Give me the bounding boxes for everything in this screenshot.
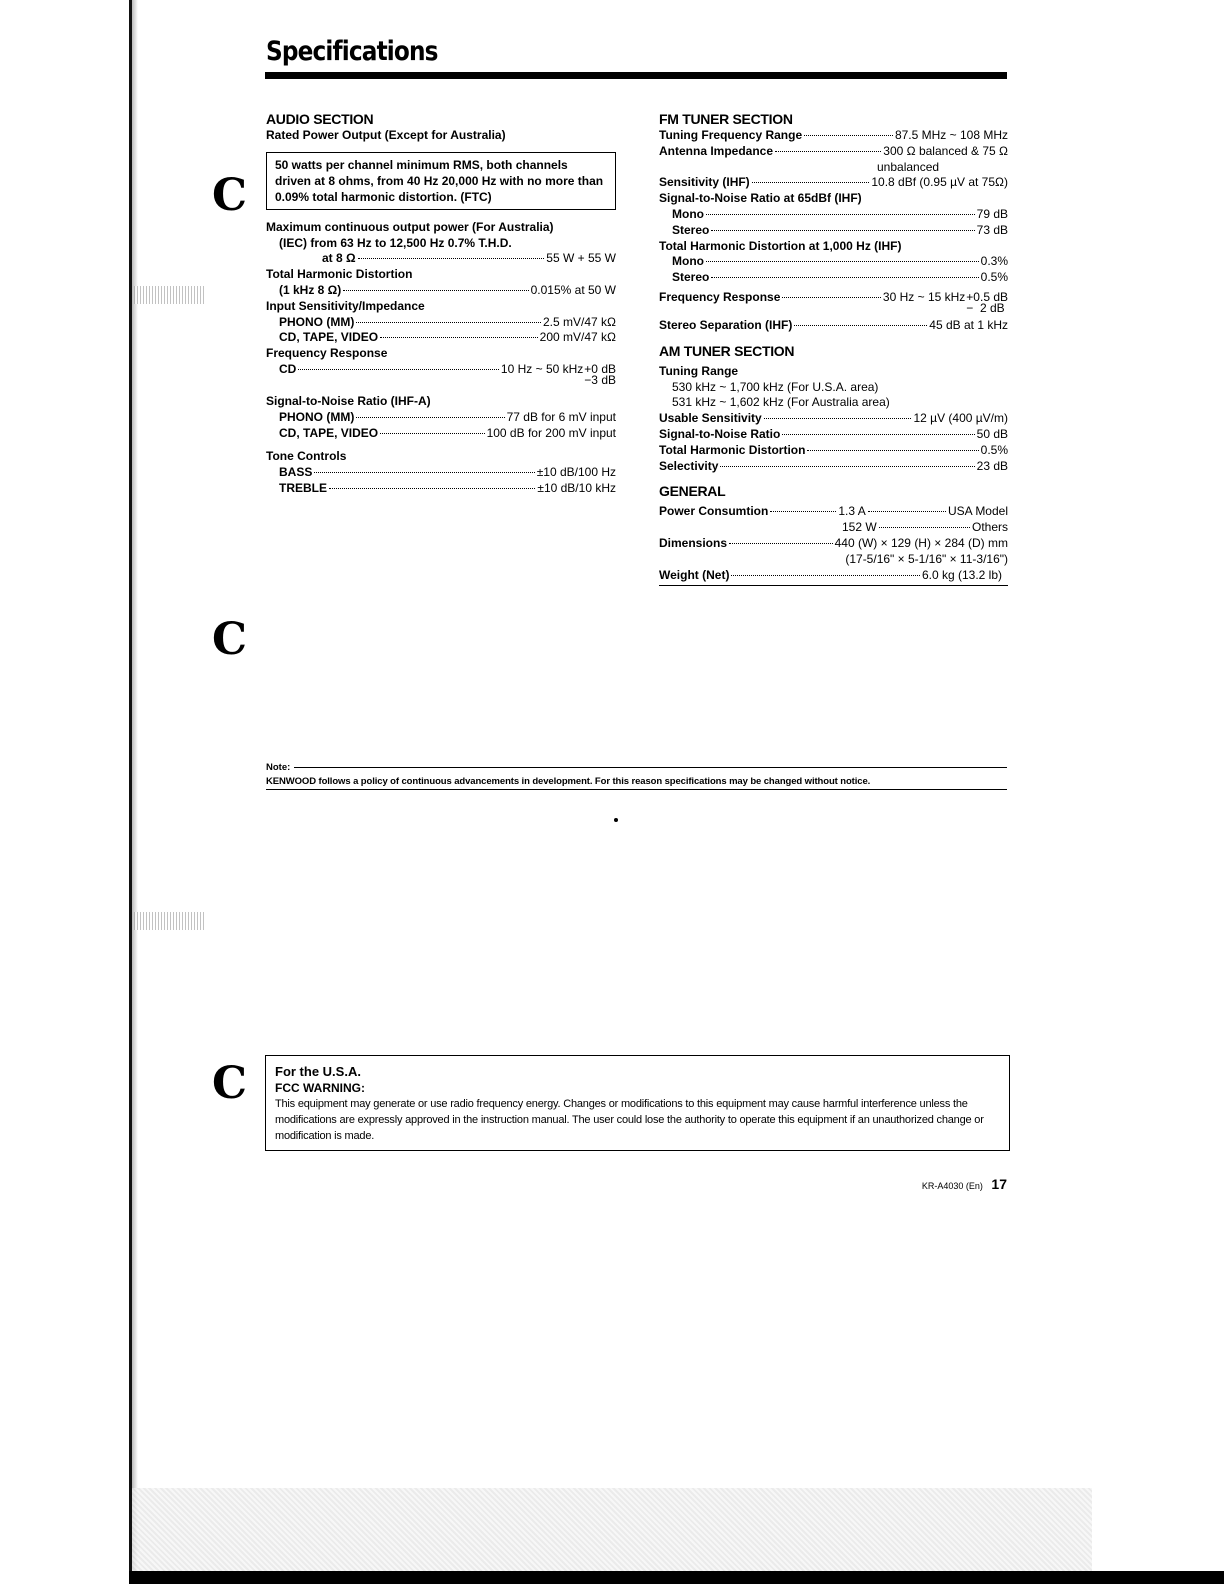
spec-label: CD, TAPE, VIDEO [279,330,379,345]
spec-row-snr-phono [266,410,616,426]
spec-label: Weight (Net) [659,567,730,582]
spec-row-fm-sens [659,175,1008,191]
leader-dots [764,418,912,419]
spec-row-phono [266,315,616,331]
spec-value: 87.5 MHz ~ 108 MHz [894,128,1008,142]
page-title: Specifications [266,36,438,67]
leader-dots [807,450,978,451]
scan-speck [134,912,204,930]
spec-label: Tuning Frequency Range [659,128,803,142]
fm-snr-label: Signal-to-Noise Ratio at 65dBf (IHF) [659,191,862,206]
tolerance-minus: −3 dB [584,372,616,387]
spec-value: 10.8 dBf (0.95 µV at 75Ω) [871,175,1008,190]
scan-dot [614,818,618,822]
spec-label: Dimensions [659,535,728,550]
scan-noise [132,1488,1092,1571]
spec-row-fm-tuning [659,128,1008,144]
snr-label: Signal-to-Noise Ratio (IHF-A) [266,393,431,408]
spec-label: Stereo Separation (IHF) [659,317,793,332]
leader-dots [329,488,535,489]
spec-row-treble [266,481,616,497]
am-tuning-aus: 531 kHz ~ 1,602 kHz (For Australia area) [672,395,890,410]
spec-value: 45 dB at 1 kHz [929,317,1008,332]
spec-row-am-snr [659,427,1008,443]
am-tuning-label: Tuning Range [659,363,739,378]
spec-value: 73 dB [976,222,1008,237]
leader-dots [706,214,975,215]
spec-row-freq-cd [266,362,616,386]
tuner-section [659,110,1008,586]
spec-row-fm-snr-stereo [659,223,1008,239]
spec-row-at8 [266,251,616,267]
input-sensitivity-label: Input Sensitivity/Impedance [266,298,425,313]
leader-dots [731,575,920,576]
leader-dots [343,290,528,291]
leader-dots [720,466,974,467]
spec-label: TREBLE [279,480,327,495]
leader-dots [804,135,893,136]
freq-response-label: Frequency Response [266,346,388,361]
spec-label: Selectivity [659,458,719,473]
fm-heading: FM TUNER SECTION [659,111,793,127]
spec-label: Stereo [672,270,710,285]
fcc-region: For the U.S.A. [275,1064,361,1079]
spec-label: Power Consumtion [659,504,769,519]
note-rule [294,767,1007,768]
tolerance-minus: − 2 dB [966,300,1005,315]
page-number: 17 [991,1176,1007,1192]
spec-row-dimensions [659,536,1008,552]
spec-row-fm-sep [659,318,1008,334]
spec-row-am-sel [659,459,1008,475]
fm-thd-label: Total Harmonic Distortion at 1,000 Hz (IHF) [659,238,902,253]
spec-value: 440 (W) × 129 (H) × 284 (D) mm [834,535,1008,550]
spec-row-am-thd [659,443,1008,459]
spec-label: Frequency Response [659,289,781,304]
punch-hole-mark: C [212,614,248,665]
title-rule [265,72,1007,79]
spec-value: 30 Hz ~ 15 kHz [882,289,966,304]
dimensions-inch: (17-5/16" × 5-1/16" × 11-3/16") [845,551,1008,566]
leader-dots [706,261,979,262]
spec-value: 10 Hz ~ 50 kHz [500,361,584,376]
leader-dots [770,511,836,512]
spec-value: 100 dB for 200 mV input [486,425,616,440]
spec-row-fm-snr-mono [659,207,1008,223]
spec-value: 200 mV/47 kΩ [539,330,616,345]
leader-dots [356,417,504,418]
spec-label: Mono [672,254,704,269]
spec-value: 55 W + 55 W [546,251,616,266]
spec-value: 77 dB for 6 mV input [506,409,616,424]
antenna-unbalanced: unbalanced [877,159,940,174]
scan-speck [134,286,204,304]
tolerance [966,289,1008,315]
am-heading: AM TUNER SECTION [659,342,795,359]
fcc-warning-box [265,1055,1010,1151]
spec-value: ±10 dB/10 kHz [537,480,616,495]
spec-label: CD [279,361,297,376]
punch-hole-mark: C [212,1058,248,1109]
leader-dots [752,182,870,183]
spec-value-model: USA Model [947,504,1008,519]
fcc-heading: FCC WARNING: [275,1081,365,1095]
spec-row-cd [266,330,616,346]
spec-row-thd [266,283,616,299]
spec-row-am-usable [659,411,1008,427]
leader-dots [314,472,534,473]
leader-dots [782,434,974,435]
leader-dots [380,337,538,338]
spec-row-weight [659,568,1008,584]
model-code: KR-A4030 (En) [921,1181,983,1191]
spec-row-fm-thd-mono [659,254,1008,270]
page-footer [922,1176,1007,1192]
leader-dots [711,230,974,231]
rated-power-label: Rated Power Output (Except for Australia) [266,128,506,142]
spec-label: Usable Sensitivity [659,411,762,426]
spec-label: Total Harmonic Distortion [659,442,806,457]
audio-section [266,110,616,497]
spec-value: 0.3% [980,254,1008,269]
spec-label: Antenna Impedance [659,143,774,158]
spec-value: 23 dB [976,458,1008,473]
note-header [266,762,1007,773]
ftc-rating-box: 50 watts per channel minimum RMS, both channels driven at 8 ohms, from 40 Hz 20,000 Hz with no more than 0.09% total harmonic distortion. (FTC) [266,152,616,210]
spec-value: 1.3 A [838,504,866,519]
spec-label: Stereo [672,222,710,237]
spec-value: 0.015% at 50 W [530,282,616,297]
scan-bottom-edge [129,1571,1224,1584]
leader-dots [868,511,946,512]
leader-dots [879,527,970,528]
leader-dots [729,543,833,544]
leader-dots [356,322,541,323]
leader-dots [775,151,881,152]
leader-dots [298,369,499,370]
tolerance-plus: +0.5 dB [966,289,1008,304]
spec-row-snr-cd [266,426,616,442]
tone-controls-label: Tone Controls [266,449,347,464]
note-block [266,762,1007,790]
tolerance-plus: +0 dB [584,361,616,376]
leader-dots [711,277,978,278]
spec-row-power [659,504,1008,520]
spec-value: 12 µV (400 µV/m) [913,411,1008,426]
spec-row-bass [266,465,616,481]
leader-dots [380,433,484,434]
spec-label: (1 kHz 8 Ω) [279,282,342,297]
max-power-label: Maximum continuous output power (For Australia) [266,219,554,234]
spec-value: 2.5 mV/47 kΩ [542,314,616,329]
am-tuning-usa: 530 kHz ~ 1,700 kHz (For U.S.A. area) [672,379,879,394]
spec-label: CD, TAPE, VIDEO [279,425,379,440]
spec-value: 0.5% [980,442,1008,457]
spec-value-model: Others [971,520,1008,535]
leader-dots [794,325,927,326]
binding-shadow [132,0,138,1584]
spec-label: Mono [672,206,704,221]
spec-value: 79 dB [976,206,1008,221]
spec-label: Signal-to-Noise Ratio [659,426,781,441]
spec-row-fm-thd-stereo [659,270,1008,286]
leader-dots [358,258,545,259]
spec-value: 152 W [842,520,877,535]
punch-hole-mark: C [212,170,248,221]
thd-label: Total Harmonic Distortion [266,267,413,282]
spec-label: Sensitivity (IHF) [659,175,750,190]
general-heading: GENERAL [659,483,726,500]
note-label: Note: [266,762,291,773]
spec-label: PHONO (MM) [279,314,355,329]
spec-value: 300 Ω balanced & 75 Ω [883,143,1008,158]
spec-label: BASS [279,465,313,480]
section-end-rule [659,585,1008,586]
spec-value: ±10 dB/100 Hz [536,465,616,480]
spec-label: at 8 Ω [322,251,356,266]
spec-label: PHONO (MM) [279,409,355,424]
spec-row-power-others [659,520,1008,536]
tolerance [584,361,616,387]
leader-dots [782,297,881,298]
spec-row-fm-antenna [659,144,1008,160]
spec-value: 6.0 kg (13.2 lb) [921,567,1002,582]
spec-value: 50 dB [976,426,1008,441]
note-text: KENWOOD follows a policy of continuous advancements in development. For this reason specifications may be changed without notice. [266,776,1007,790]
spec-value: 0.5% [980,270,1008,285]
audio-heading: AUDIO SECTION [266,111,374,127]
iec-line: (IEC) from 63 Hz to 12,500 Hz 0.7% T.H.D. [279,235,512,250]
fcc-text: This equipment may generate or use radio frequency energy. Changes or modifications to this equipment may cause harmful interference unless the modifications are expressly approved in the instruction manual. The user could lose the authority to operate this equipment if an unauthorized change or modification is made. [275,1098,984,1142]
spec-row-fm-freq [659,290,1008,314]
